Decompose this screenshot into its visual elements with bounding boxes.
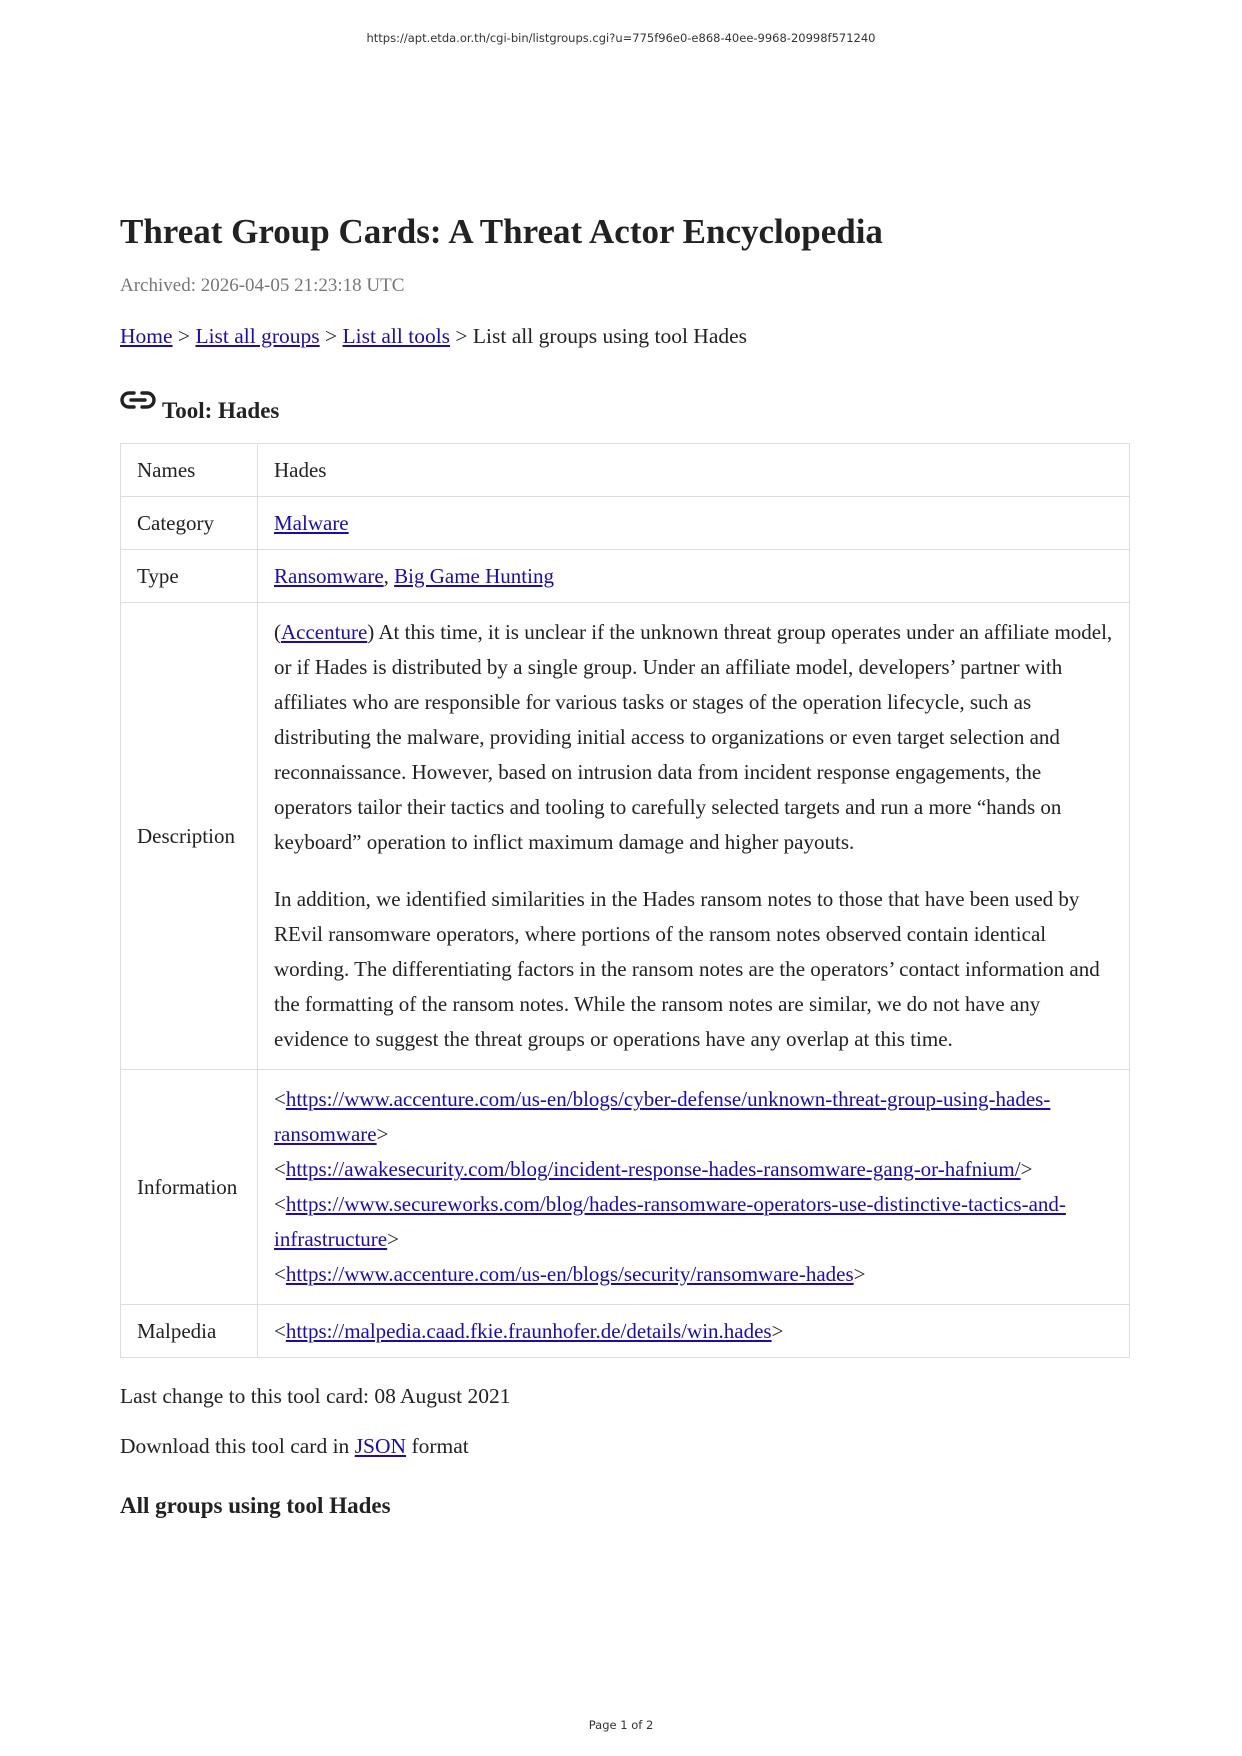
link-icon bbox=[120, 388, 156, 417]
information-link[interactable]: https://www.accenture.com/us-en/blogs/security/ransomware-hades bbox=[285, 1262, 854, 1286]
names-label: Names bbox=[121, 444, 258, 497]
page-title: Threat Group Cards: A Threat Actor Encyclopedia bbox=[120, 212, 883, 251]
type-big-game-hunting-link[interactable]: Big Game Hunting bbox=[394, 564, 554, 588]
tool-card-table bbox=[120, 443, 1130, 1358]
angle-open: < bbox=[274, 1319, 286, 1343]
angle-open: < bbox=[274, 1262, 286, 1286]
names-value: Hades bbox=[258, 444, 1130, 497]
type-label: Type bbox=[121, 550, 258, 603]
malpedia-value bbox=[258, 1305, 1130, 1358]
angle-close: > bbox=[376, 1122, 389, 1146]
last-change-text: Last change to this tool card: 08 August 2021 bbox=[120, 1384, 511, 1408]
tool-title: Tool: Hades bbox=[162, 398, 280, 423]
table-row bbox=[121, 444, 1130, 497]
download-suffix: format bbox=[406, 1434, 469, 1458]
breadcrumb-groups-link[interactable]: List all groups bbox=[195, 324, 320, 348]
description-text: ) At this time, it is unclear if the unknown threat group operates under an affiliate model, or if Hades is distributed by a single group. Under an affiliate model, developers’ partner with affiliates who are responsible for various tasks or stages of the operation lifecycle, such as distributing the malware, providing initial access to organizations or even target selection and reconnaissance. However, based on intrusion data from incident response engagements, the operators tailor their tactics and tooling to carefully selected targets and run a more “hands on keyboard” operation to inflict maximum damage and higher payouts. bbox=[274, 620, 1113, 854]
breadcrumb bbox=[120, 322, 1130, 350]
description-source-link[interactable]: Accenture bbox=[281, 620, 368, 644]
groups-section-heading: All groups using tool Hades bbox=[120, 1493, 391, 1518]
information-entry bbox=[274, 1152, 1113, 1187]
type-separator: , bbox=[383, 564, 395, 588]
breadcrumb-tools-link[interactable]: List all tools bbox=[342, 324, 451, 348]
description-paragraph: In addition, we identified similarities in the Hades ransom notes to those that have been used by REvil ransomware operators, where portions of the ransom notes observed contain identical wording. The differentiating factors in the ransom notes are the operators’ contact information and the formatting of the ransom notes. While the ransom notes are similar, we do not have any evidence to suggest the threat groups or operations have any overlap at this time. bbox=[274, 887, 1100, 1051]
type-value bbox=[258, 550, 1130, 603]
angle-open: < bbox=[274, 1087, 286, 1111]
category-value bbox=[258, 497, 1130, 550]
type-ransomware-link[interactable]: Ransomware bbox=[274, 564, 384, 588]
breadcrumb-current: > List all groups using tool Hades bbox=[450, 324, 748, 348]
information-value bbox=[258, 1070, 1130, 1305]
table-row bbox=[121, 603, 1130, 1070]
tool-heading bbox=[120, 388, 1130, 422]
angle-open: < bbox=[274, 1192, 286, 1216]
angle-open: < bbox=[274, 1157, 286, 1181]
download-line bbox=[120, 1432, 1130, 1460]
information-entry bbox=[274, 1082, 1113, 1152]
description-paragraph bbox=[274, 615, 1113, 860]
json-download-link[interactable]: JSON bbox=[354, 1434, 407, 1458]
table-row bbox=[121, 1305, 1130, 1358]
malpedia-label: Malpedia bbox=[121, 1305, 258, 1358]
main-content bbox=[120, 210, 1130, 1520]
table-row bbox=[121, 497, 1130, 550]
breadcrumb-separator: > bbox=[172, 324, 196, 348]
description-value bbox=[258, 603, 1130, 1070]
category-label: Category bbox=[121, 497, 258, 550]
archived-timestamp: Archived: 2026-04-05 21:23:18 UTC bbox=[120, 275, 405, 296]
angle-close: > bbox=[387, 1227, 399, 1251]
information-link[interactable]: https://www.secureworks.com/blog/hades-ransomware-operators-use-distinctive-tactics-and-infrastructure bbox=[274, 1192, 1066, 1251]
information-link[interactable]: https://awakesecurity.com/blog/incident-response-hades-ransomware-gang-or-hafnium/ bbox=[285, 1157, 1021, 1181]
table-row bbox=[121, 1070, 1130, 1305]
malpedia-link[interactable]: https://malpedia.caad.fkie.fraunhofer.de/details/win.hades bbox=[285, 1319, 772, 1343]
breadcrumb-home-link[interactable]: Home bbox=[120, 324, 173, 348]
table-row bbox=[121, 550, 1130, 603]
description-label: Description bbox=[121, 603, 258, 1070]
print-url: https://apt.etda.or.th/cgi-bin/listgroups.cgi?u=775f96e0-e868-40ee-9968-20998f571240 bbox=[366, 31, 876, 45]
angle-close: > bbox=[771, 1319, 784, 1343]
angle-close: > bbox=[1020, 1157, 1033, 1181]
information-entry bbox=[274, 1257, 1113, 1292]
page-number: Page 1 of 2 bbox=[588, 1718, 654, 1732]
angle-close: > bbox=[853, 1262, 866, 1286]
paren-open: ( bbox=[274, 620, 281, 644]
download-prefix: Download this tool card in bbox=[120, 1434, 355, 1458]
category-malware-link[interactable]: Malware bbox=[274, 511, 349, 535]
breadcrumb-separator: > bbox=[319, 324, 343, 348]
information-label: Information bbox=[121, 1070, 258, 1305]
information-entry bbox=[274, 1187, 1113, 1257]
information-link[interactable]: https://www.accenture.com/us-en/blogs/cyber-defense/unknown-threat-group-using-hades-ransomware bbox=[274, 1087, 1051, 1146]
